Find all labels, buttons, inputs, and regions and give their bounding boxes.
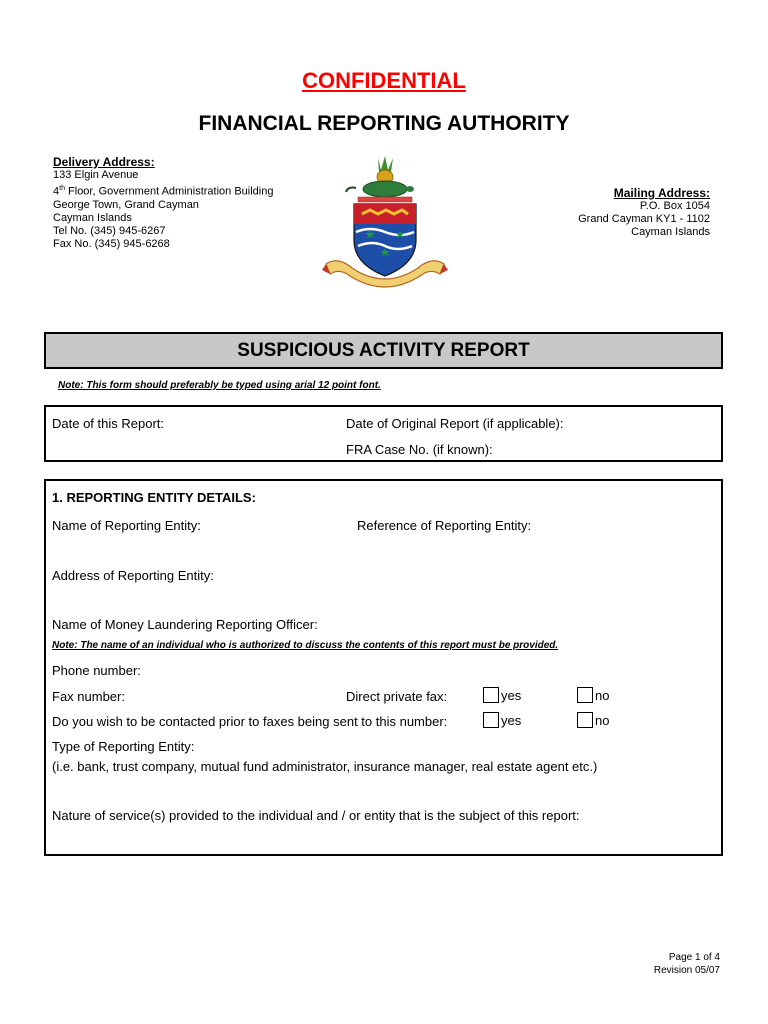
phone-label: Phone number: <box>52 663 141 678</box>
contact-prior-yes-checkbox[interactable] <box>483 712 499 728</box>
mailing-line-1: P.O. Box 1054 <box>639 200 710 212</box>
page-footer <box>654 951 720 977</box>
direct-fax-no-option[interactable] <box>577 687 609 703</box>
no-label: no <box>595 712 610 728</box>
page-number: Page 1 of 4 <box>668 952 720 963</box>
form-note: Note: This form should preferably be typed using arial 12 point font. <box>58 380 381 391</box>
nature-of-services-label: Nature of service(s) provided to the individual and / or entity that is the subject of this report: <box>52 808 580 823</box>
yes-label: yes <box>501 712 522 728</box>
direct-fax-label: Direct private fax: <box>346 689 448 704</box>
authority-title: FINANCIAL REPORTING AUTHORITY <box>198 112 570 135</box>
entity-name-label: Name of Reporting Entity: <box>52 518 201 533</box>
coat-of-arms-logo <box>318 152 452 294</box>
yes-label: yes <box>501 687 522 703</box>
turtle-icon <box>346 181 414 197</box>
entity-address-label: Address of Reporting Entity: <box>52 568 214 583</box>
delivery-line-1: 133 Elgin Avenue <box>53 169 139 181</box>
form-title: SUSPICIOUS ACTIVITY REPORT <box>44 332 723 369</box>
shield-icon <box>354 204 416 276</box>
direct-fax-no-checkbox[interactable] <box>577 687 593 703</box>
date-of-report-label: Date of this Report: <box>52 416 164 431</box>
direct-fax-yes-option[interactable] <box>483 687 521 703</box>
no-label: no <box>595 687 610 703</box>
contact-prior-no-option[interactable] <box>577 712 609 728</box>
confidential-heading: CONFIDENTIAL <box>302 68 466 93</box>
delivery-fax: Fax No. (345) 945-6268 <box>53 237 170 250</box>
fax-label: Fax number: <box>52 689 125 704</box>
entity-type-label: Type of Reporting Entity: <box>52 739 195 754</box>
mailing-heading: Mailing Address: <box>613 186 710 200</box>
mlro-note: Note: The name of an individual who is authorized to discuss the contents of this report must be provided. <box>52 640 559 651</box>
reporting-entity-section <box>44 479 723 856</box>
case-no-label: FRA Case No. (if known): <box>346 442 493 457</box>
entity-reference-label: Reference of Reporting Entity: <box>357 518 532 533</box>
delivery-heading: Delivery Address: <box>53 155 155 169</box>
mlro-name-label: Name of Money Laundering Reporting Officer: <box>52 617 318 632</box>
date-original-label: Date of Original Report (if applicable): <box>346 416 564 431</box>
direct-fax-yes-checkbox[interactable] <box>483 687 499 703</box>
section1-heading: 1. REPORTING ENTITY DETAILS: <box>52 490 256 505</box>
revision: Revision 05/07 <box>653 965 720 976</box>
delivery-line-3: George Town, Grand Cayman <box>53 198 199 211</box>
delivery-line-4: Cayman Islands <box>53 211 132 224</box>
mailing-line-2: Grand Cayman KY1 - 1102 <box>578 213 710 225</box>
contact-prior-yes-option[interactable] <box>483 712 521 728</box>
delivery-address <box>53 156 273 251</box>
delivery-tel: Tel No. (345) 945-6267 <box>53 224 166 237</box>
contact-prior-label: Do you wish to be contacted prior to faxes being sent to this number: <box>52 714 448 729</box>
contact-prior-no-checkbox[interactable] <box>577 712 593 728</box>
mailing-address <box>578 187 710 239</box>
entity-type-examples: (i.e. bank, trust company, mutual fund administrator, insurance manager, real estate agent etc.) <box>52 759 598 774</box>
mailing-line-3: Cayman Islands <box>631 226 710 238</box>
delivery-line-2: 4th Floor, Government Administration Building <box>53 185 274 198</box>
pineapple-icon <box>377 156 393 184</box>
